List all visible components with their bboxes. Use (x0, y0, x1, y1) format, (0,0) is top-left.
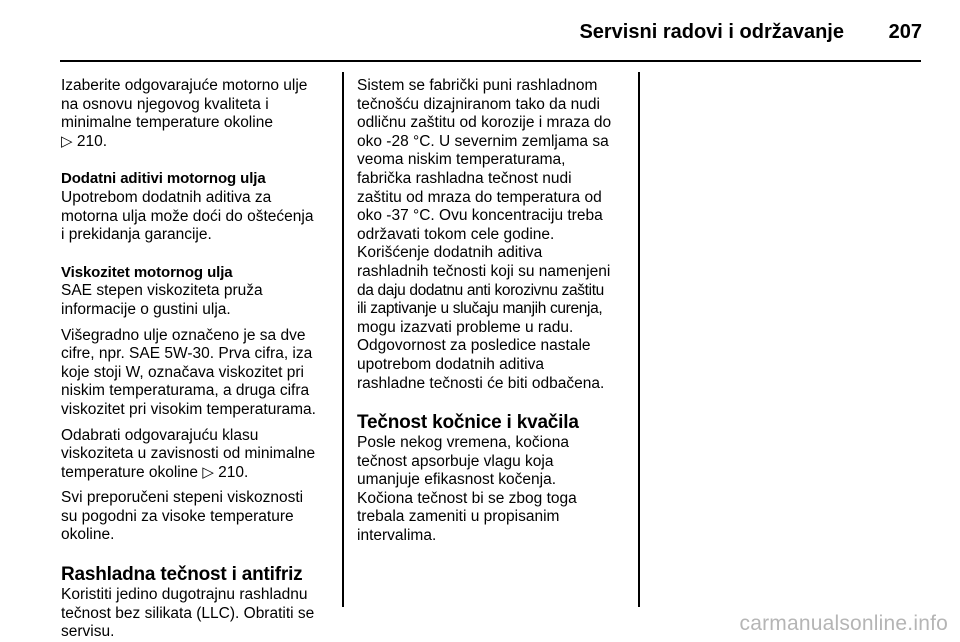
text-line: da daju dodatnu anti korozivnu zaštitu (357, 281, 604, 299)
text-line: niskim temperaturama, a druga cifra (61, 382, 310, 400)
text-line: rashladne tečnosti će biti odbačena. (357, 374, 605, 392)
page-title: Servisni radovi i održavanje (579, 21, 844, 43)
text-line: Sistem se fabrički puni rashladnom (357, 77, 598, 94)
text-line: zaštitu od mraza do temperatura od (357, 188, 602, 206)
text-line: upotrebom dodatnih aditiva (357, 355, 544, 373)
page-header (0, 0, 960, 60)
text-line: trebala zameniti u propisanim (357, 508, 560, 526)
brake-fluid-heading: Tečnost kočnice i kvačila (357, 412, 579, 434)
column-divider-left (342, 72, 344, 607)
text-line: umanjuje efikasnost kočenja. (357, 471, 557, 489)
additives-section (61, 170, 331, 244)
brake-fluid-section (357, 412, 629, 546)
text-line: su pogodni za visoke temperature (61, 507, 294, 525)
additives-heading: Dodatni aditivi motornog ulja (61, 170, 266, 188)
text-line-with-xref (61, 464, 331, 483)
text-line: održavati tokom cele godine. (357, 225, 555, 243)
text-line: Odabrati odgovarajuću klasu (61, 426, 259, 444)
text-line: motorna ulja može doći do oštećenja (61, 207, 314, 225)
text-line: intervalima. (357, 527, 437, 545)
text-line: Koristiti jedino dugotrajnu rashladnu (61, 586, 308, 604)
text-line: oko -28 °C. U severnim zemljama sa (357, 132, 609, 150)
text-fragment: temperature okoline (61, 463, 198, 481)
text-line: mogu izazvati probleme u radu. (357, 318, 574, 336)
viscosity-section (61, 264, 331, 320)
coolant-continuation-paragraph (357, 77, 629, 393)
left-column (61, 77, 331, 642)
text-line: servisu. (61, 623, 115, 641)
viscosity-heading: Viskozitet motornog ulja (61, 263, 233, 281)
text-line: informacije o gustini ulja. (61, 300, 231, 318)
coolant-section (61, 564, 331, 642)
text-line: tečnošću dizajniranom tako da nudi (357, 95, 600, 113)
xref-page: 210. (218, 463, 249, 481)
page-number: 207 (888, 21, 922, 43)
text-line: Svi preporučeni stepeni viskoznosti (61, 489, 304, 507)
text-line: cifre, npr. SAE 5W-30. Prva cifra, iza (61, 345, 313, 363)
watermark: carmanualsonline.info (739, 612, 948, 635)
text-line: viskoziteta u zavisnosti od minimalne (61, 445, 316, 463)
cross-reference[interactable] (61, 133, 331, 152)
text-line: okoline. (61, 526, 115, 544)
text-line: Upotrebom dodatnih aditiva za (61, 188, 272, 206)
text-line: tečnost apsorbuje vlagu koja (357, 452, 554, 470)
multigrade-paragraph (61, 327, 331, 420)
oil-selection-paragraph (61, 77, 331, 151)
text-line: fabrička rashladna tečnost nudi (357, 169, 572, 187)
text-line: oko -37 °C. Ovu koncentraciju treba (357, 207, 603, 225)
recommended-viscosity-paragraph (61, 489, 331, 545)
text-line: Kočiona tečnost bi se zbog toga (357, 489, 577, 507)
text-line: na osnovu njegovog kvaliteta i (61, 95, 269, 113)
cross-reference[interactable] (202, 464, 248, 481)
text-line: Odgovornost za posledice nastale (357, 337, 591, 355)
text-line: SAE stepen viskoziteta pruža (61, 282, 263, 300)
reference-arrow-icon: ▷ (202, 463, 214, 481)
column-divider-right (638, 72, 640, 607)
text-line: viskozitet pri visokim temperaturama. (61, 400, 316, 418)
text-line: i prekidanja garancije. (61, 226, 212, 244)
text-line: Izaberite odgovarajuće motorno ulje (61, 77, 308, 94)
coolant-heading: Rashladna tečnost i antifriz (61, 564, 303, 586)
text-line: koje stoji W, označava viskozitet pri (61, 363, 304, 381)
text-line: tečnost bez silikata (LLC). Obratiti se (61, 604, 315, 622)
text-line: veoma niskim temperaturama, (357, 151, 566, 169)
text-line: odličnu zaštitu od korozije i mraza do (357, 114, 612, 132)
middle-column (357, 77, 629, 546)
xref-page: 210. (76, 132, 108, 150)
viscosity-choice-paragraph (61, 427, 331, 483)
header-divider (60, 60, 921, 62)
text-line: ili zaptivanje u slučaju manjih curenja, (357, 300, 603, 318)
reference-arrow-icon: ▷ (61, 132, 73, 150)
text-line: Korišćenje dodatnih aditiva (357, 244, 543, 262)
text-line: minimalne temperature okoline (61, 114, 273, 132)
text-line: Posle nekog vremena, kočiona (357, 434, 569, 452)
text-line: rashladnih tečnosti koji su namenjeni (357, 262, 611, 280)
text-line: Višegradno ulje označeno je sa dve (61, 326, 306, 344)
